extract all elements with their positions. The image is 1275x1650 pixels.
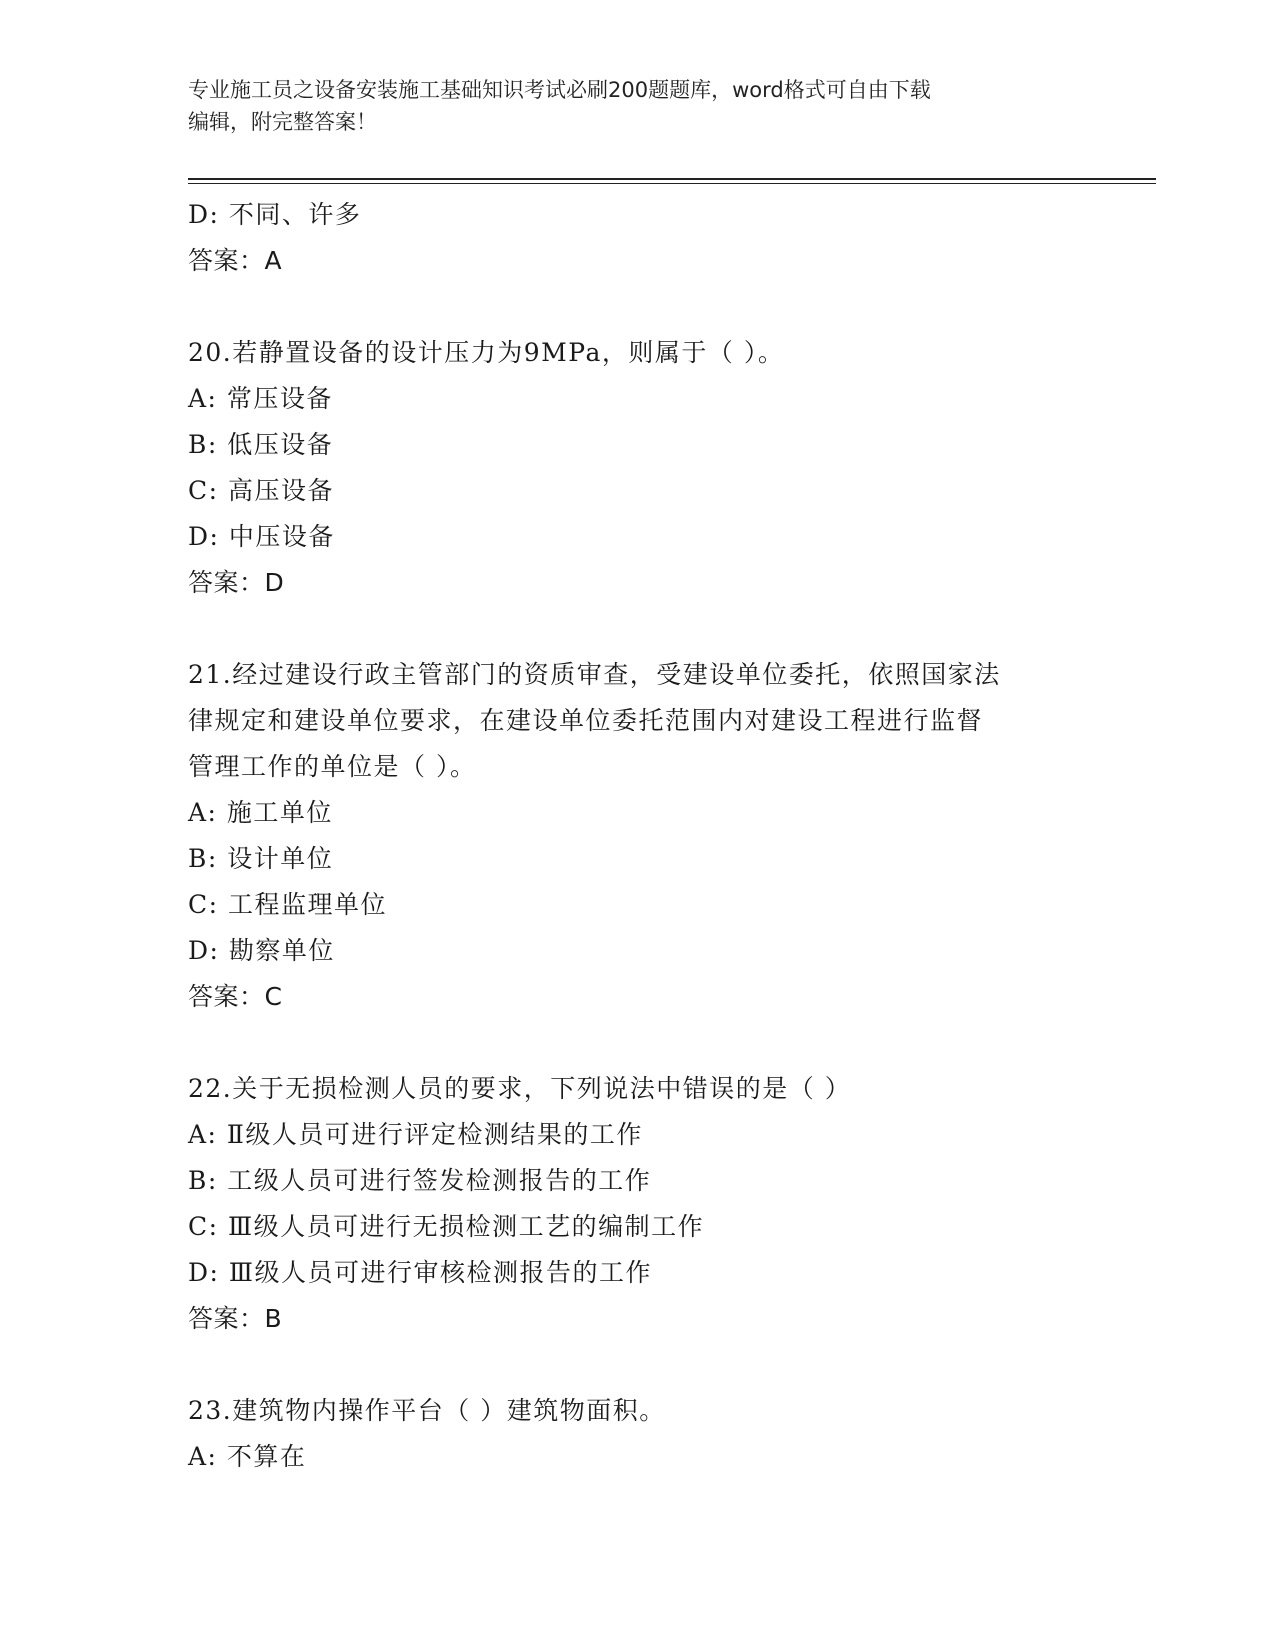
question-20 <box>188 330 1088 606</box>
header-rule-thin <box>188 183 1156 184</box>
question-stem: 律规定和建设单位要求，在建设单位委托范围内对建设工程进行监督 <box>188 706 984 735</box>
spacer <box>188 1020 1088 1066</box>
question-stem: 管理工作的单位是（ ）。 <box>188 752 477 781</box>
option-a: A: 常压设备 <box>188 384 333 413</box>
question-22 <box>188 1066 1088 1342</box>
option-a: A: Ⅱ级人员可进行评定检测结果的工作 <box>188 1120 643 1149</box>
option-d: D: 中压设备 <box>188 522 335 551</box>
question-21 <box>188 652 1088 1020</box>
spacer <box>188 1342 1088 1388</box>
option-c: C: 高压设备 <box>188 476 334 505</box>
option-d: D: Ⅲ级人员可进行审核检测报告的工作 <box>188 1258 653 1287</box>
spacer <box>188 284 1088 330</box>
question-stem: 21.经过建设行政主管部门的资质审查，受建设单位委托，依照国家法 <box>188 660 1001 689</box>
option-b: B: 低压设备 <box>188 430 334 459</box>
option-b: B: 设计单位 <box>188 844 334 873</box>
question-list <box>188 192 1088 1480</box>
option-a: A: 施工单位 <box>188 798 333 827</box>
option-d: D: 不同、许多 <box>188 200 362 229</box>
spacer <box>188 606 1088 652</box>
header-rule-thick <box>188 178 1156 180</box>
question-stem: 20.若静置设备的设计压力为9MPa，则属于（ ）。 <box>188 338 785 367</box>
header-line-2: 编辑，附完整答案！ <box>188 110 377 134</box>
document-header <box>188 74 1078 138</box>
option-c: C: Ⅲ级人员可进行无损检测工艺的编制工作 <box>188 1212 705 1241</box>
answer: 答案：C <box>188 982 283 1011</box>
option-c: C: 工程监理单位 <box>188 890 387 919</box>
option-d: D: 勘察单位 <box>188 936 335 965</box>
option-b: B: 工级人员可进行签发检测报告的工作 <box>188 1166 652 1195</box>
answer: 答案：B <box>188 1304 283 1333</box>
answer: 答案：A <box>188 246 283 275</box>
header-line-1: 专业施工员之设备安装施工基础知识考试必刷200题题库，word格式可自由下载 <box>188 78 931 102</box>
question-stem: 22.关于无损检测人员的要求，下列说法中错误的是（ ） <box>188 1074 852 1103</box>
option-a: A: 不算在 <box>188 1442 307 1471</box>
question-23 <box>188 1388 1088 1480</box>
question-stem: 23.建筑物内操作平台（ ）建筑物面积。 <box>188 1396 666 1425</box>
answer: 答案：D <box>188 568 285 597</box>
